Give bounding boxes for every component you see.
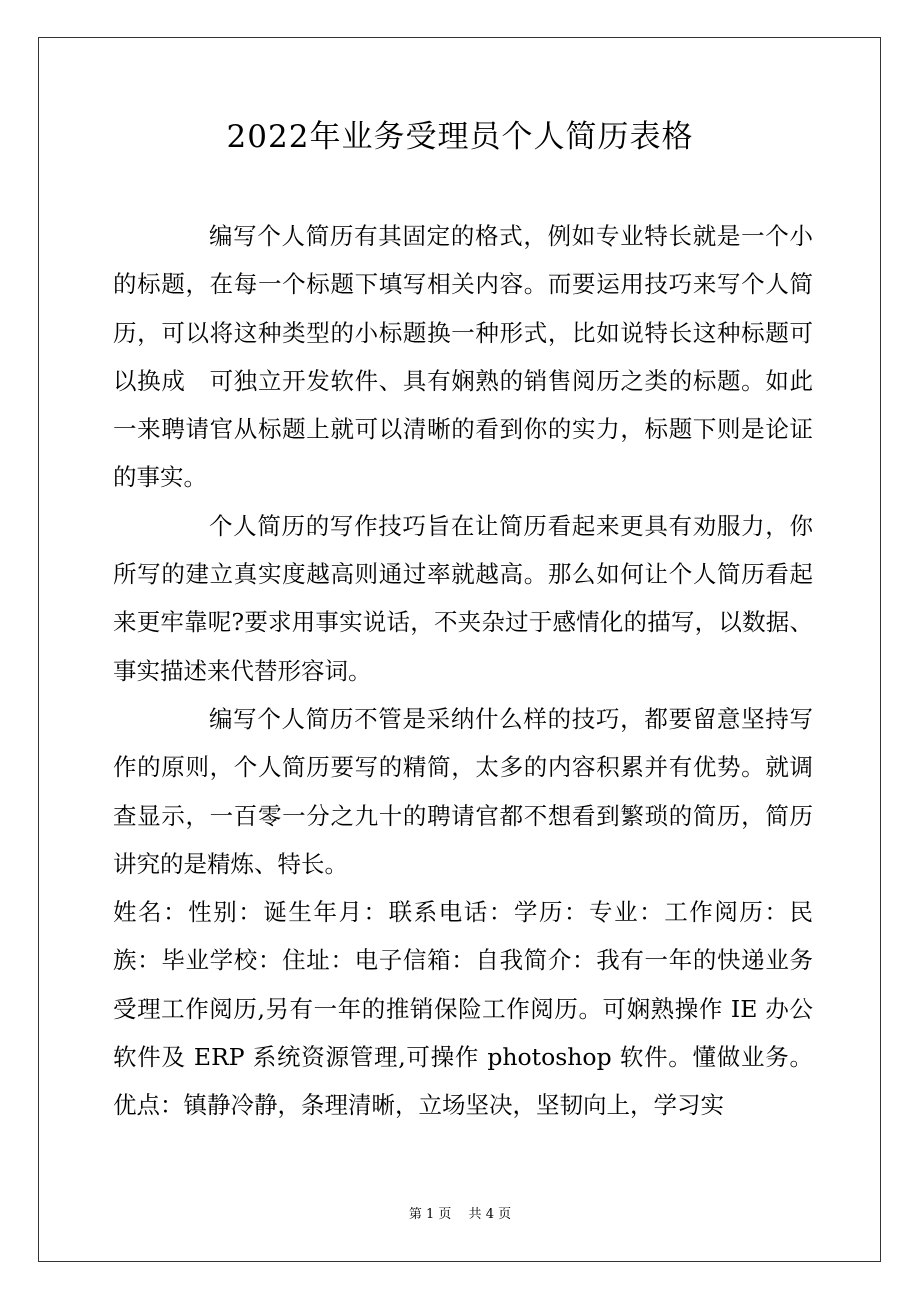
page-footer: 第 1 页 共 4 页 <box>408 1207 512 1222</box>
paragraph-1: 编写个人简历有其固定的格式，例如专业特长就是一个小的标题，在每一个标题下填写相关内容。而要运用技巧来写个人简历，可以将这种类型的小标题换一种形式，比如说特长这种标题可以换成 可独立开发软件、具有娴熟的销售阅历之类的标题。如此一来聘请官从标题上就可以清晰的看到你的实力，标题下则是论证的事实。 <box>113 222 813 492</box>
paragraph-3: 编写个人简历不管是采纳什么样的技巧，都要留意坚持写作的原则，个人简历要写的精简，太多的内容积累并有优势。就调查显示，一百零一分之九十的聘请官都不想看到繁琐的简历，简历讲究的是精炼、特长。 <box>113 704 813 878</box>
paragraph-2: 个人简历的写作技巧旨在让简历看起来更具有劝服力，你所写的建立真实度越高则通过率就越高。那么如何让个人简历看起来更牢靠呢?要求用事实说话，不夹杂过于感情化的描写，以数据、事实描述来代替形容词。 <box>113 511 813 685</box>
paragraph-4: 姓名：性别：诞生年月：联系电话：学历：专业：工作阅历：民族：毕业学校：住址：电子信箱：自我简介：我有一年的快递业务受理工作阅历,另有一年的推销保险工作阅历。可娴熟操作 IE 办公软件及 ERP 系统资源管理,可操作 photoshop 软件。懂做业务。优点：镇静冷静，条理清晰，立场坚决，坚韧向上，学习实 <box>113 898 813 1120</box>
document-title: 2022年业务受理员个人简历表格 <box>226 119 694 155</box>
document-body <box>113 212 813 1130</box>
